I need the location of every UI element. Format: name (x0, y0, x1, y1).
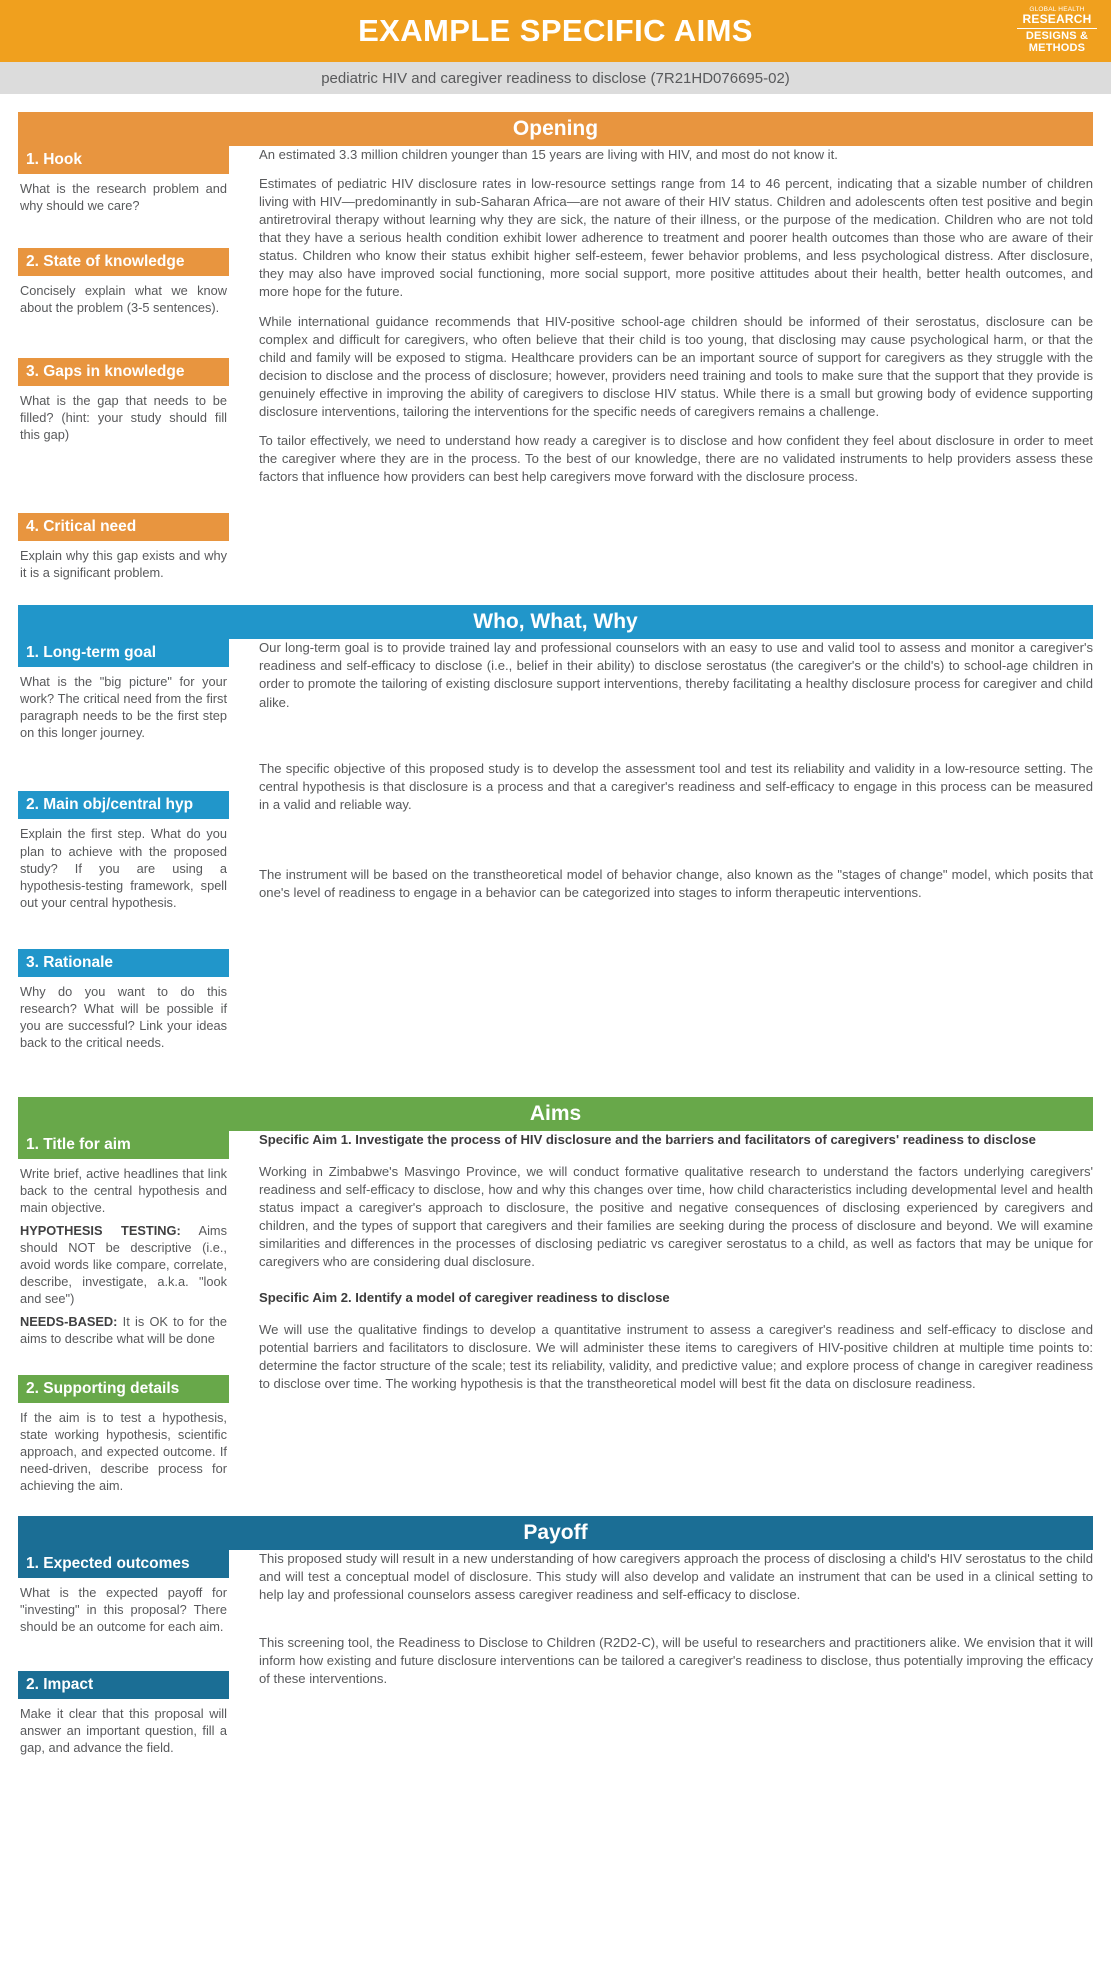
chip-main-obj-central-hyp: 2. Main obj/central hyp (18, 791, 229, 819)
aims-guidance-column (18, 1131, 237, 1494)
opening-paragraph: Estimates of pediatric HIV disclosure rates in low-resource settings range from 14 to 46 percent, indicating that a sizable number of children living with HIV—predominantly in sub-Saharan Africa—are not aware of their HIV status. Children and adolescents often test positive and begin antiretroviral therapy without learning why they are sick, the nature of their illness, or the purpose of the medication. Children who are not told that they have a serious health condition exhibit lower adherence to treatment and poorer health outcomes than those who are aware of their status. Children who know their status exhibit higher self-esteem, fewer behavior problems, and less psychological distress. After disclosure, they may also have improved social functioning, more social support, more positive attitudes about their health, better health outcomes, and more hope for the future. (259, 176, 1093, 300)
guidance-item-gaps (18, 358, 229, 443)
document-body (0, 112, 1111, 1782)
payoff-paragraph: This proposed study will result in a new understanding of how caregivers approach the process of disclosing a child's HIV serostatus to the child and will test a conceptual model of disclosure. This study will also develop and validate an instrument that can be used in a clinical setting to help lay and professional counselors assess caregiver readiness and self-efficacy to disclose. (259, 1551, 1093, 1603)
hint-critical-need: Explain why this gap exists and why it is a significant problem. (20, 548, 227, 581)
opening-paragraph: To tailor effectively, we need to understand how ready a caregiver is to disclose and how confident they feel about disclosure in order to meet the caregiver where they are in the process. To the best of our knowledge, there are no validated instruments to help providers assess these factors that influence how providers can best help caregivers move forward with the disclosure process. (259, 432, 1093, 484)
hint-expected-outcomes: What is the expected payoff for "investing" in this proposal? There should be an outcome for each aim. (20, 1585, 227, 1635)
hint-supporting-details: If the aim is to test a hypothesis, state working hypothesis, scientific approach, and expected outcome. If need-driven, describe process for achieving the aim. (20, 1409, 227, 1493)
section-aims (18, 1131, 1093, 1494)
text-hypothesis-testing: Aims should NOT be descriptive (i.e., avoid words like compare, correlate, describe, investigate, a.k.a. "look and see") (20, 1222, 227, 1306)
guidance-item-hook (18, 146, 229, 214)
who-what-why-paragraph: The instrument will be based on the transtheoretical model of behavior change, also known as the "stages of change" model, which posits that one's level of readiness to engage in a behavior can be categorized into stages to inform therapeutic interventions. (259, 866, 1093, 900)
document-subtitle-bar (0, 62, 1111, 94)
chip-supporting-details: 2. Supporting details (18, 1375, 229, 1403)
hint-rationale: Why do you want to do this research? What will be possible if you are successful? Link your ideas back to the critical needs. (20, 983, 227, 1050)
hint-title-for-aim (18, 1159, 229, 1347)
aim-heading: Specific Aim 1. Investigate the process of HIV disclosure and the barriers and facilitators of caregivers' readiness to disclose (259, 1131, 1036, 1147)
payoff-guidance-column (18, 1550, 237, 1756)
guidance-item-state-of-knowledge (18, 248, 229, 316)
payoff-paragraph: This screening tool, the Readiness to Disclose to Children (R2D2-C), will be useful to researchers and practitioners alike. We envision that it will inform how existing and future disclosure interventions can be tailored a caregiver's readiness to disclose, thus potentially improving the efficacy of these interventions. (259, 1635, 1093, 1687)
who-what-why-content-column (237, 639, 1093, 902)
guidance-item-critical-need (18, 513, 229, 581)
who-what-why-paragraph: Our long-term goal is to provide trained lay and professional counselors with an easy to use and valid tool to assess and monitor a caregiver's readiness and self-efficacy to disclose (i.e., belief in their ability) to disclose serostatus (the caregiver's or the child's) to school-age children in order to promote the tailoring of existing disclosure support interventions, thereby facilitating a healthy disclosure process for caregiver and child alike. (259, 640, 1093, 710)
hint-gaps-in-knowledge: What is the gap that needs to be filled? (hint: your study should fill this gap) (20, 393, 227, 443)
who-what-why-paragraph: The specific objective of this proposed study is to develop the assessment tool and test its reliability and validity in a low-resource setting. The central hypothesis is that disclosure is a process and that a caregiver's readiness and self-efficacy to engage in this process can be measured in a valid and reliable way. (259, 760, 1093, 812)
logo-line-research: RESEARCH (1022, 12, 1092, 27)
opening-paragraph: An estimated 3.3 million children younger than 15 years are living with HIV, and most do not know it. (259, 147, 838, 162)
guidance-item-rationale (18, 949, 229, 1051)
guidance-item-main-objective (18, 791, 229, 910)
page-subtitle: pediatric HIV and caregiver readiness to disclose (7R21HD076695-02) (321, 69, 790, 87)
chip-gaps-in-knowledge: 3. Gaps in knowledge (18, 358, 229, 386)
aim-body: Working in Zimbabwe's Masvingo Province, we will conduct formative qualitative research to understand the factors underlying caregivers' readiness and self-efficacy to disclose, how and why this changes over time, how child characteristics including developmental level and health status impact a caregiver's approach to disclosure, the positive and negative consequences of disclosing experienced by caregivers and children, and the types of support that caregivers and their families are seeking during the process of disclosure and beyond. We will examine similarities and differences in the processes of disclosing pediatric vs caregiver serostatus to a child, as well as factors that may be unique for caregivers who are considering dual disclosure. (259, 1163, 1093, 1270)
logo-line-designs: DESIGNS & (1025, 30, 1089, 43)
page-title: EXAMPLE SPECIFIC AIMS (358, 13, 753, 48)
guidance-item-expected-outcomes (18, 1550, 229, 1635)
text-needs-based: It is OK to for the aims to describe what will be done (20, 1313, 227, 1346)
guidance-item-supporting-details (18, 1375, 229, 1494)
hint-hook: What is the research problem and why should we care? (20, 181, 227, 214)
section-who-what-why (18, 639, 1093, 1050)
guidance-item-title-for-aim (18, 1131, 229, 1347)
chip-long-term-goal: 1. Long-term goal (18, 639, 229, 667)
guidance-item-impact (18, 1671, 229, 1756)
chip-impact: 2. Impact (18, 1671, 229, 1699)
hint-impact: Make it clear that this proposal will answer an important question, fill a gap, and advance the field. (20, 1706, 227, 1756)
section-payoff (18, 1550, 1093, 1756)
chip-hook: 1. Hook (18, 146, 229, 174)
chip-title-for-aim: 1. Title for aim (18, 1131, 229, 1159)
chip-expected-outcomes: 1. Expected outcomes (18, 1550, 229, 1578)
hint-state-of-knowledge: Concisely explain what we know about the problem (3-5 sentences). (20, 283, 227, 316)
label-needs-based: NEEDS-BASED: (20, 1313, 118, 1329)
organization-logo (1017, 6, 1097, 55)
chip-rationale: 3. Rationale (18, 949, 229, 977)
label-hypothesis-testing: HYPOTHESIS TESTING: (20, 1222, 181, 1238)
hint-main-obj-central-hyp: Explain the first step. What do you plan to achieve with the proposed study? If you are using a hypothesis-testing framework, spell out your central hypothesis. (20, 826, 227, 910)
hint-aim-hypothesis-testing (20, 1222, 227, 1307)
opening-guidance-column (18, 146, 237, 581)
hint-long-term-goal: What is the "big picture" for your work? The critical need from the first paragraph needs to be the first step on this longer journey. (20, 674, 227, 741)
aim-body: We will use the qualitative findings to develop a quantitative instrument to assess a caregiver's readiness and self-efficacy to disclose and potential barriers and facilitators to disclosure. We will administer these items to caregivers of HIV-positive children at multiple time points to: determine the factor structure of the scale; test its reliability, validity, and predictive value; and explore process of change in caregiver readiness to disclose over time. The working hypothesis is that the transtheoretical model will best fit the data on disclosure readiness. (259, 1322, 1093, 1392)
section-opening (18, 146, 1093, 581)
opening-content-column (237, 146, 1093, 486)
section-banner-payoff: Payoff (18, 1516, 1093, 1550)
logo-line-methods: METHODS (1028, 42, 1086, 55)
guidance-item-long-term-goal (18, 639, 229, 741)
hint-aim-needs-based (20, 1313, 227, 1347)
document-title-bar (0, 0, 1111, 62)
section-banner-aims: Aims (18, 1097, 1093, 1131)
payoff-content-column (237, 1550, 1093, 1688)
aims-content-column (237, 1131, 1093, 1394)
section-banner-who-what-why: Who, What, Why (18, 605, 1093, 639)
chip-critical-need: 4. Critical need (18, 513, 229, 541)
chip-state-of-knowledge: 2. State of knowledge (18, 248, 229, 276)
logo-line-global-health: GLOBAL HEALTH (1029, 6, 1085, 13)
aim-heading: Specific Aim 2. Identify a model of caregiver readiness to disclose (259, 1290, 670, 1306)
section-banner-opening: Opening (18, 112, 1093, 146)
who-what-why-guidance-column (18, 639, 237, 1050)
opening-paragraph: While international guidance recommends that HIV-positive school-age children should be informed of their serostatus, disclosure can be complex and difficult for caregivers, who often believe that their child is too young, that disclosing may cause psychological harm, or that the child and family will be exposed to stigma. Healthcare providers can be an important source of support for caregivers as they struggle with the decision to disclose and the process of disclosure; however, providers need training and tools to make sure that the support that they provide is genuinely effective in improving the ability of caregivers to disclose HIV status. While there is a small but growing body of evidence supporting disclosure interventions, tailoring the interventions for the specific needs of caregivers remains a challenge. (259, 313, 1093, 419)
logo-divider (1017, 28, 1097, 30)
hint-aim-write-headlines: Write brief, active headlines that link back to the central hypothesis and main objective. (20, 1165, 227, 1215)
